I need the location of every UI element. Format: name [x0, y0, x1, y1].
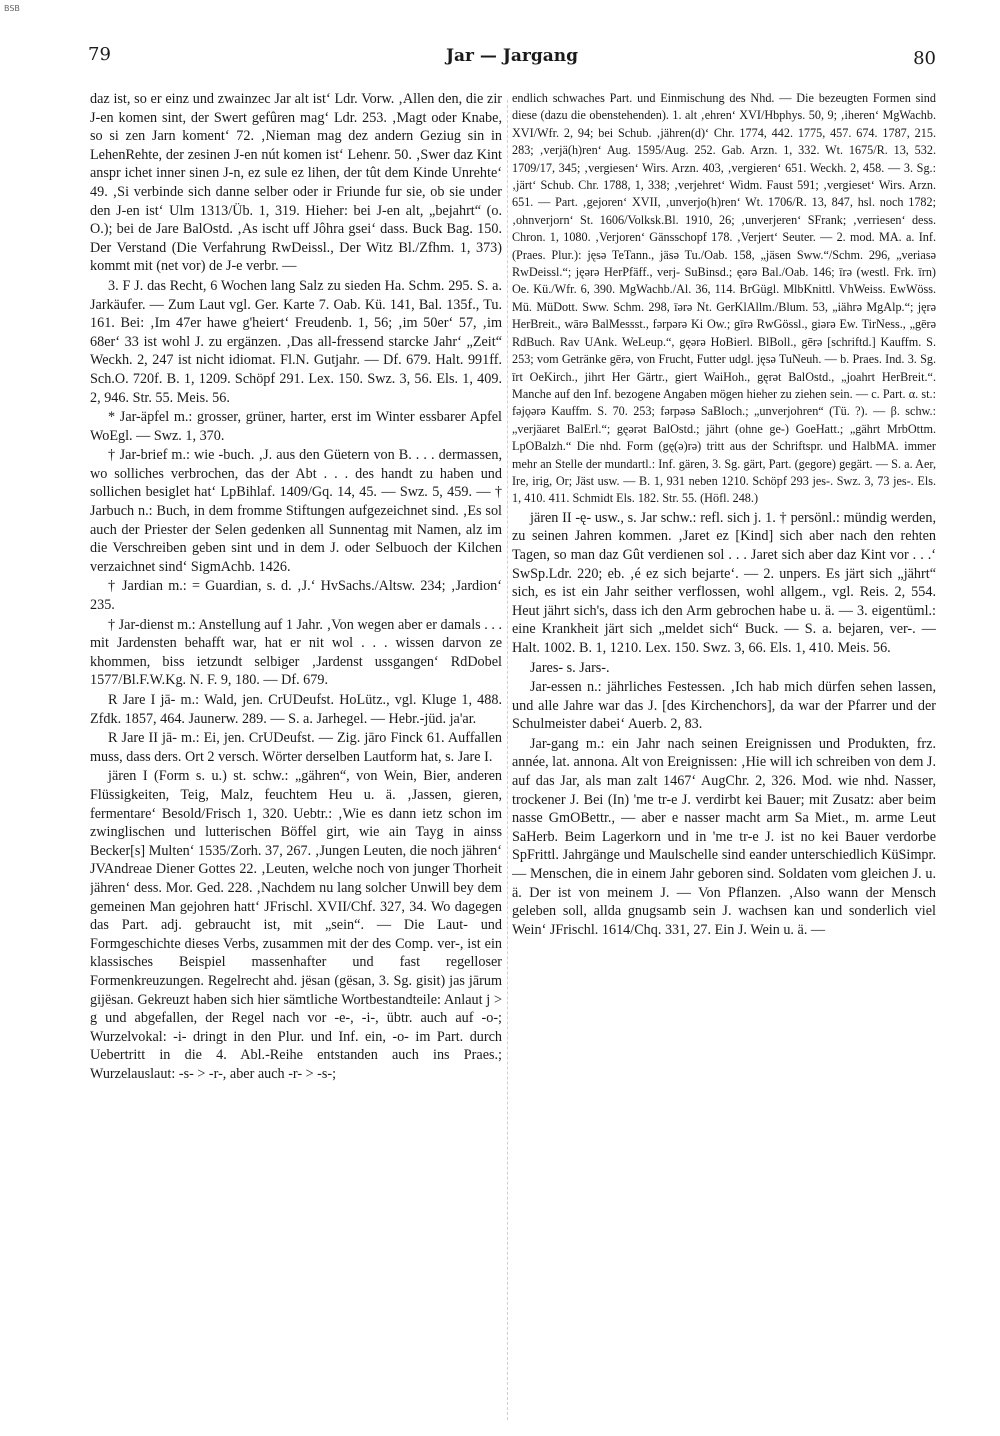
- left-column: [90, 90, 502, 1424]
- page-title: Jar — Jargang: [445, 46, 578, 66]
- entry-jaeren-2: jären II -ę- usw., s. Jar schw.: refl. sich j. 1. † persönl.: mündig werden, zu seinen Jahren kommen. ‚Jaret ez [Kind] sich aber nach den rehten Tagen, so man daz Gût verdienen sol . . . Jaret sich aber daz Kint vor . . .‘ SwSp.Ldr. 220; eb. ‚é ez sich bejarte‘. — 2. unpers. Es järt sich „jährt“ sich, es ist ein Jahr seither verflossen, wohl allgem., vgl. Reis. 2, 554. Heut jährt sich's, dass ich den Arm gebrochen habe u. ä. — 3. eigentüml.: eine Krankheit järt sich „meldet sich“ Buck. — S. a. bejaren, ver-. — Halt. 1002. B. 1, 1210. Lex. 150. Swz. 3, 66. Els. 1, 410. Meis. 56.: [512, 509, 936, 656]
- entry-jar-dienst: † Jar-dienst m.: Anstellung auf 1 Jahr. ‚Von wegen aber er damals . . . mit Jardensten behafft war, hat er nit wol . . . wissen darvon ze khommen, biss ietzundt selbiger ‚Jardenst ussgangen‘ RdDobel 1577/Bl.F.W.Kg. N. F. 9, 180. — Df. 679.: [90, 616, 502, 689]
- entry-jare-1: R Jare I jā- m.: Wald, jen. CrUDeufst. HoLütz., vgl. Kluge 1, 488. Zfdk. 1857, 464. Jaunerw. 289. — S. a. Jarhegel. — Hebr.-jüd. ja'ar.: [90, 692, 502, 727]
- paragraph: daz ist, so er einz und zwainzec Jar alt ist‘ Ldr. Vorw. ‚Allen den, die zir J-en komen sint, der Swert gefûren mag‘ Ldr. 253. ‚Magt oder Knabe, so si zen Jarn koment‘ 72. ‚Nieman mag dez andern Geziug sin in LehenRehte, der zesinen J-en nút komen ist‘ Lehenr. 50. ‚Swer daz Kint anspr ichet inner sinen J-n, ez sule ez lihen, der tût dem Kinde Unrehte‘ 49. ‚Si verbinde sich danne selber oder ir Friunde fur sie, ob sie under den J-en ist‘ Ulm 1313/Üb. 1, 319. Hieher: bei J-en alt, „bejahrt“ (o. O.); bei de Jare BalOstd. ‚As ischt uff Jôhra gsei‘ dass. Buck Bag. 150. Der Verstand (Die Verfahrung RwDeissl., Der Witz Bl./Zfhm. 1, 373) kommt mit (net vor) de J-e verbr. —: [90, 91, 502, 275]
- entry-jare-2: R Jare II jā- m.: Ei, jen. CrUDeufst. — Zig. jāro Finck 61. Auffallen muss, dass ders. Ort 2 versch. Wörter derselben Lautform hat, s. Jare I.: [90, 730, 502, 765]
- paragraph: 3. F J. das Recht, 6 Wochen lang Salz zu sieden Ha. Schm. 295. S. a. Jarkäufer. — Zum Laut vgl. Ger. Karte 7. Oab. Kü. 141, Bal. 135f., Tu. 161. Bei: ‚Im 47er hawe g'heiert‘ Freudenb. 1, 56; ‚im 50er‘ 57, ‚im 68er‘ 33 ist wohl J. zu ergänzen. ‚Das all-fressend starcke Jahr‘ „Zeit“ Weckh. 2, 247 ist nicht idiomat. Fl.N. Gutjahr. — Df. 679. Halt. 991ff. Sch.O. 720f. B. 1, 1209. Schöpf 291. Lex. 150. Swz. 3, 56. Els. 1, 409. 2, 946. Str. 55. Meis. 56.: [90, 277, 502, 406]
- column-divider: [507, 100, 508, 1420]
- entry-jaeren-1: jären I (Form s. u.) st. schw.: „gähren“, von Wein, Bier, anderen Flüssigkeiten, Teig, Malz, feuchtem Heu u. ä. ‚Jassen, gieren, fermentare‘ Besold/Frisch 1, 320. Uebtr.: ‚Wie es dann ietz schon im zwinglischen und lutterischen Böffel girt, wie ain Tayg in ainss Becker[s] Multen‘ 1535/Zorh. 37, 267. ‚Jungen Leuten, die noch jähren‘ JVAndreae Diener Gottes 22. ‚Leuten, welche noch von junger Thorheit jähren‘ dess. Mor. Ged. 228. ‚Nachdem nu lang solcher Unwill bey dem gemeinen Man gejohren hatt‘ JFrischl. XVII/Chf. 327, 34. Wo dagegen das Part. adj. gebraucht ist, mit „sein“. — Die Laut- und Formgeschichte dieses Verbs, zusammen mit der des Comp. ver-, ist ein klassisches Beispiel massenhafter und fast regelloser Formenkreuzungen. Regelrecht ahd. jësan (gësan, 3. Sg. gisit) jas jārum gijësan. Gekreuzt haben sich hier sämtliche Wortbestandteile: Anlaut j > g und abgefallen, der Regel nach vor -e-, -i-, übtr. auch auf -o-; Wurzelvokal: -i- dringt in den Plur. und Inf. ein, -o- im Part. durch Uebertritt in die 4. Abl.-Reihe entstanden auch ins Praes.; Wurzelauslaut: -s- > -r-, aber auch -r- > -s-;: [90, 768, 502, 1082]
- entry-jar-gang: Jar-gang m.: ein Jahr nach seinen Ereignissen und Produkten, frz. année, lat. annona. Alt von Ereignissen: ‚Hie will ich schreiben von dem J. auf das Jar, als man zalt 1467‘ AugChr. 2, 326. Mod. wie nhd. Nasser, trockener J. Bei (In) 'me tr-e J. verdirbt kei Bauer; mit Zusatz: aber beim nasse GmOBettr., — aber e nasser macht arm Sa Miet., m. arme Leut SaHerb. Beim Lagerkorn und in 'me tr-e J. ist no kei Bauer verdorbe SpFrittl. Jahrgänge und Maulschelle sind eander unterschiedlich KüSimpr. — Menschen, die in einem Jahr geboren sind. Soldaten vom gleichen J. u. ä. Der ist von meinem J. — Von Pflanzen. ‚Also wann der Mensch geleben soll, allda gnugsamb sein J. wachsen kan und sonderlich viel Wein‘ JFrischl. 1614/Chq. 331, 27. Ein J. Wein u. ä. —: [512, 735, 936, 938]
- entry-jardian: † Jardian m.: = Guardian, s. d. ‚J.‘ HvSachs./Altsw. 234; ‚Jardion‘ 235.: [90, 578, 502, 614]
- entry-jares: Jares- s. Jars-.: [530, 659, 610, 676]
- entry-jar-aepfel: * Jar-äpfel m.: grosser, grüner, harter, erst im Winter essbarer Apfel WoEgl. — Swz. 1, 370.: [90, 409, 502, 444]
- entry-jar-brief: † Jar-brief m.: wie -buch. ‚J. aus den Güetern von B. . . . dermassen, wo solliches verbrochen, das der Abt . . . des handt zu haben und sollichen besiglet hat‘ LpBihlaf. 1409/Gq. 14, 45. — Swz. 5, 459. — † Jarbuch n.: Buch, in dem fromme Stiftungen aufgezeichnet sind. ‚Es sol auch der Priester der Selen gedenken all Sunnentag mit Namen, alz im die Verschreiben geben sint und in dem J. oder Selbuoch der Kilchen verzaichnet sind‘ SigmAchb. 1426.: [90, 447, 502, 575]
- page-header: [88, 44, 936, 72]
- right-column: [512, 90, 936, 1424]
- entry-jar-essen: Jar-essen n.: jährliches Festessen. ‚Ich hab mich dürfen sehen lassen, und alle Jahre war das J. [des Kirchenchors], da war der Pfarrer und der Schulmeister dabei‘ Auerb. 2, 83.: [512, 679, 936, 733]
- library-mark: BSB: [4, 4, 20, 13]
- page-number-right: 80: [913, 48, 936, 69]
- paragraph: endlich schwaches Part. und Einmischung des Nhd. — Die bezeugten Formen sind diese (dazu die obenstehenden). 1. alt ‚ehren‘ XVI/Hbphys. 50, 9; ‚iheren‘ MgWachb. XVI/Wfr. 2, 94; bei Schub. ‚jähren(d)‘ Chr. 1774, 442. 1775, 457. 674. 1787, 215. 283; ‚verjä(h)ren‘ Aug. 1595/Aug. 252. Gab. Arzn. 1, 332. Wt. 1675/R. 13, 532. 1709/17, 345; ‚vergiesen‘ Wirs. Arzn. 403, ‚vergieren‘ 651. Weckh. 2, 458. — 3. Sg.: ‚järt‘ Schub. Chr. 1788, 1, 338; ‚verjehret‘ Widm. Faust 591; ‚vergieset‘ Wirs. Arzn. 651. — Part. ‚gejoren‘ XVII, ‚unverjo(h)ren‘ Wt. 1706/R. 13, 847, hsl. noch 1782; ‚ohnverjorn‘ St. 1606/Volksk.Bl. 1910, 26; ‚unverjeren‘ SFrank; ‚verriesen‘ dess. Chron. 1, 1080. ‚Verjoren‘ Gänsschopf 178. ‚Verjert‘ Seuter. — 2. mod. MA. a. Inf. (Praes. Plur.): jęsə TeTann., jäsə Tu./Oab. 158, „jäsen Sww.“/Schm. 296, „veriasə RwDeissl.“; jęərə HerPfäff., verj- SuBinsd.; ęərə Bal./Oab. 146; īrə (westl. Frk. īrn) Oe. Kü./Wfr. 6, 390. MgWachb./Al. 36, 114. BrGügl. MlbKnittl. VhWeiss. EwWöss. Mü. MüDott. Sww. Schm. 298, īərə Nt. GerKlAllm./Blum. 53, „iährə MgAlp.“; jęrə HerBreit., wārə BalMessst., fərpərə Ki Ow.; gīrə RwGössl., giərə Ew. TirNess., „gērə RdBuch. Rav UAnk. WeLeup.“, gęərə HoBierl. BlBoll., gērə [schriftd.] Kauffm. S. 253; vom Getränke gērə, von Frucht, Futter udgl. jęsə TuNeuh. — b. Praes. Ind. 3. Sg. īrt OeKirch., jihrt Her Gärtr., giert WaiHoh., gęrət BalOstd., „joahrt HerBreit.“. Manche auf den Inf. bezogene Angaben mögen hieher zu ziehen sein. — c. Part. α. st.: fəjǫərə Kauffm. S. 70. 253; fərpəsə SaBloch.; „unverjohren“ (Tü. ?). — β. schw.: „verjäaret BalErl.“; gęərət BalOstd.; jährt (ohne ge-) GoeHatt.; „gährt MrbOttm. LpOBalzh.“ Die nhd. Form (gę(ə)rə) tritt aus der Schriftspr. und HalbMA. immer mehr an Stelle der mundartl.: Inf. gären, 3. Sg. gärt, Part. (gegore) gegärt. — S. a. Aer, Ire, irig, Or; Jäst usw. — B. 1, 931 neben 1210. Schöpf 293 jes-. Swz. 3, 73 jes-. Els. 1, 410. 411. Schmidt Els. 182. Str. 55. (Höfl. 248.): [512, 91, 936, 506]
- page-number-left: 79: [88, 44, 111, 65]
